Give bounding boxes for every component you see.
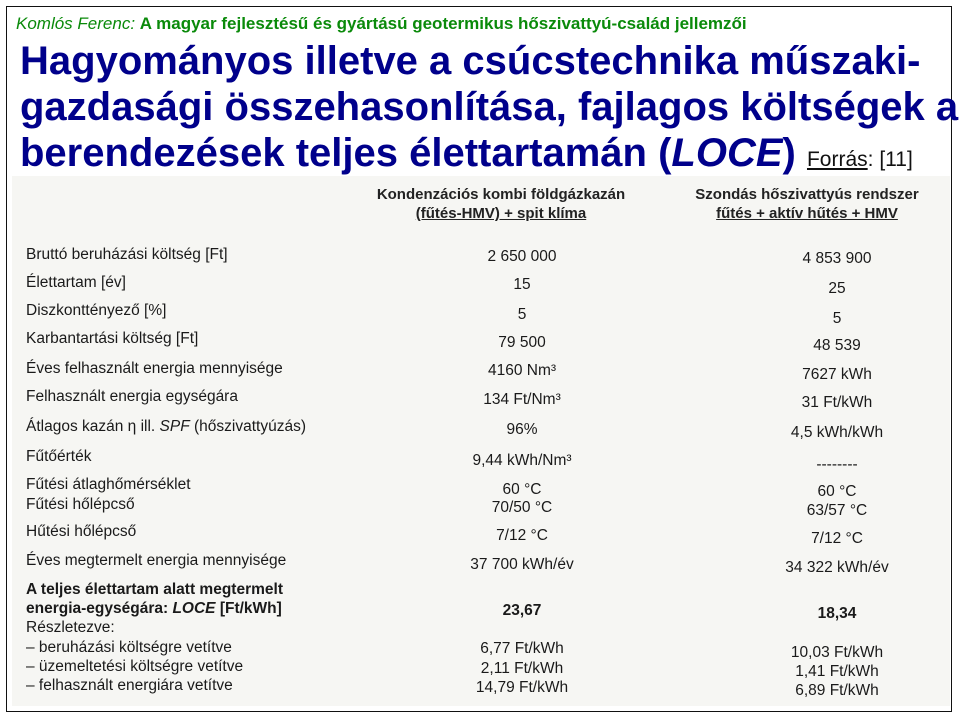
column-header-hp-line-2: fűtés + aktív hűtés + HMV — [716, 205, 898, 222]
row-label-detail-capex: – beruházási költségre vetítve — [26, 639, 232, 656]
cell-gas-energy-used: 4160 Nm³ — [487, 362, 557, 379]
row-label-detail-oper: – üzemeltetési költségre vetítve — [26, 658, 244, 675]
row-label-detail-energy: – felhasznált energiára vetítve — [26, 677, 233, 694]
cell-hp-energy-used: 7627 kWh — [802, 366, 872, 383]
cell-hp-detail-oper: 1,41 Ft/kWh — [795, 663, 879, 680]
cell-gas-heat-step: 70/50 °C — [491, 499, 553, 516]
comparison-table — [12, 176, 950, 706]
cell-hp-life: 25 — [828, 280, 846, 297]
cell-gas-heating-value: 9,44 kWh/Nm³ — [472, 452, 572, 469]
row-label-energy-produced: Éves megtermelt energia mennyisége — [26, 552, 287, 569]
row-label-avg-temp: Fűtési átlaghőmérséklet — [26, 476, 191, 493]
cell-hp-heating-value: -------- — [816, 456, 858, 473]
row-label-cool-step: Hűtési hőlépcső — [26, 523, 137, 540]
row-label-loce-2 — [26, 600, 282, 618]
efficiency-label-prefix: Átlagos kazán η ill. — [26, 418, 160, 435]
cell-hp-energy-produced: 34 322 kWh/év — [785, 559, 889, 576]
cell-hp-cool-step: 7/12 °C — [811, 530, 863, 547]
loce-label-suffix: [Ft/kWh] — [215, 600, 282, 617]
cell-gas-detail-capex: 6,77 Ft/kWh — [480, 640, 564, 657]
loce-label-abbr: LOCE — [172, 600, 216, 617]
cell-gas-maintenance: 79 500 — [498, 334, 546, 351]
row-label-capex: Bruttó beruházási költség [Ft] — [26, 246, 228, 263]
title-line-3-prefix: berendezések teljes élettartamán ( — [20, 131, 672, 175]
cell-hp-capex: 4 853 900 — [802, 250, 872, 267]
cell-hp-detail-capex: 10,03 Ft/kWh — [790, 644, 884, 661]
cell-hp-discount: 5 — [832, 310, 842, 327]
cell-hp-loce: 18,34 — [817, 605, 857, 622]
cell-gas-discount: 5 — [517, 306, 527, 323]
cell-hp-efficiency: 4,5 kWh/kWh — [790, 424, 884, 441]
cell-gas-cool-step: 7/12 °C — [496, 527, 548, 544]
cell-hp-unit-price: 31 Ft/kWh — [801, 394, 873, 411]
header-author: Komlós Ferenc: — [16, 14, 136, 33]
source-ref: : [11] — [867, 148, 913, 171]
source-reference — [807, 148, 913, 171]
column-header-hp-line-1: Szondás hőszivattyús rendszer — [695, 186, 919, 203]
slide-title — [20, 38, 959, 183]
title-line-1: Hagyományos illetve a csúcstechnika műszaki- — [20, 39, 921, 83]
cell-gas-unit-price: 134 Ft/Nm³ — [483, 391, 561, 408]
cell-hp-avg-temp: 60 °C — [817, 483, 857, 500]
column-header-heat-pump — [662, 185, 952, 223]
efficiency-label-suffix: (hőszivattyúzás) — [189, 418, 306, 435]
row-label-heat-step: Fűtési hőlépcső — [26, 496, 135, 513]
title-line-3-suffix: ) — [782, 131, 796, 175]
loce-label-prefix: energia-egységára: — [26, 600, 173, 617]
column-header-gas-line-1: Kondenzációs kombi földgázkazán — [376, 186, 626, 203]
title-line-2: gazdasági összehasonlítása, fajlagos költségek a — [20, 85, 959, 129]
cell-gas-detail-energy: 14,79 Ft/kWh — [475, 679, 569, 696]
cell-gas-efficiency: 96% — [506, 421, 538, 438]
cell-gas-avg-temp: 60 °C — [502, 481, 542, 498]
cell-gas-loce: 23,67 — [502, 602, 542, 619]
cell-hp-detail-energy: 6,89 Ft/kWh — [795, 682, 879, 699]
cell-gas-detail-oper: 2,11 Ft/kWh — [480, 660, 564, 677]
title-loce: LOCE — [671, 131, 783, 175]
row-label-maintenance: Karbantartási költség [Ft] — [26, 330, 199, 347]
row-label-heating-value: Fűtőérték — [26, 448, 92, 465]
efficiency-label-spf: SPF — [159, 418, 190, 435]
cell-hp-heat-step: 63/57 °C — [806, 502, 868, 519]
cell-hp-maintenance: 48 539 — [813, 337, 861, 354]
row-label-detail: Részletezve: — [26, 619, 115, 636]
cell-gas-capex: 2 650 000 — [487, 248, 557, 265]
row-label-efficiency — [26, 418, 306, 436]
cell-gas-life: 15 — [513, 276, 531, 293]
row-label-unit-price: Felhasznált energia egységára — [26, 388, 238, 405]
cell-gas-energy-produced: 37 700 kWh/év — [470, 556, 574, 573]
row-label-energy-used: Éves felhasznált energia mennyisége — [26, 360, 283, 377]
header-subject: A magyar fejlesztésű és gyártású geotermikus hőszivattyú-család jellemzői — [139, 14, 747, 33]
row-label-loce-1: A teljes élettartam alatt megtermelt — [26, 581, 283, 598]
row-label-discount: Diszkonttényező [%] — [26, 302, 167, 319]
column-header-gas-line-2: (fűtés-HMV) + spit klíma — [415, 205, 587, 222]
column-header-gas-boiler — [346, 185, 656, 223]
slide-header — [16, 14, 747, 34]
row-label-life: Élettartam [év] — [26, 274, 126, 291]
source-label: Forrás — [806, 148, 868, 171]
